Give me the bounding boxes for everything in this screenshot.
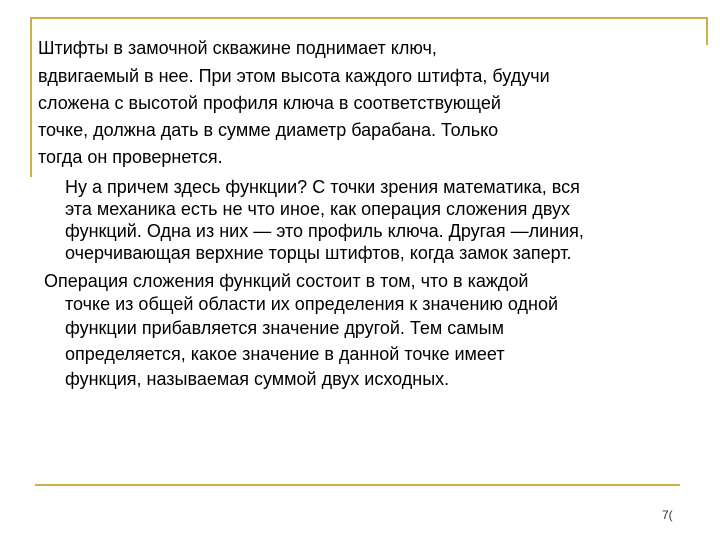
text-line: тогда он провернется. <box>38 147 223 167</box>
text-line: функций. Одна из них — это профиль ключа. Другая —линия, <box>65 221 584 241</box>
text-line: функция, называемая суммой двух исходных. <box>65 369 450 389</box>
text-line: сложена с высотой профиля ключа в соответствующей <box>38 93 501 113</box>
frame-right-line <box>706 17 708 45</box>
text-line: вдвигаемый в нее. При этом высота каждого штифта, будучи <box>38 66 550 86</box>
frame-left-line <box>30 17 32 177</box>
text-line: Операция сложения функций состоит в том, что в каждой <box>44 271 529 291</box>
text-line: определяется, какое значение в данной точке имеет <box>65 344 505 364</box>
text-line: Ну а причем здесь функции? С точки зрения математика, вся <box>65 177 580 197</box>
text-line: Штифты в замочной скважине поднимает ключ, <box>38 38 437 58</box>
text-line: точке, должна дать в сумме диаметр барабана. Только <box>38 120 499 140</box>
text-line: функции прибавляется значение другой. Тем самым <box>65 318 504 338</box>
frame-top-line <box>30 17 708 19</box>
text-line: очерчивающая верхние торцы штифтов, когда замок заперт. <box>65 243 572 263</box>
page-number: 7( <box>662 508 673 522</box>
text-line: эта механика есть не что иное, как операция сложения двух <box>65 199 570 219</box>
text-line: точке из общей области их определения к значению одной <box>65 294 559 314</box>
frame-bottom-line <box>35 484 680 486</box>
